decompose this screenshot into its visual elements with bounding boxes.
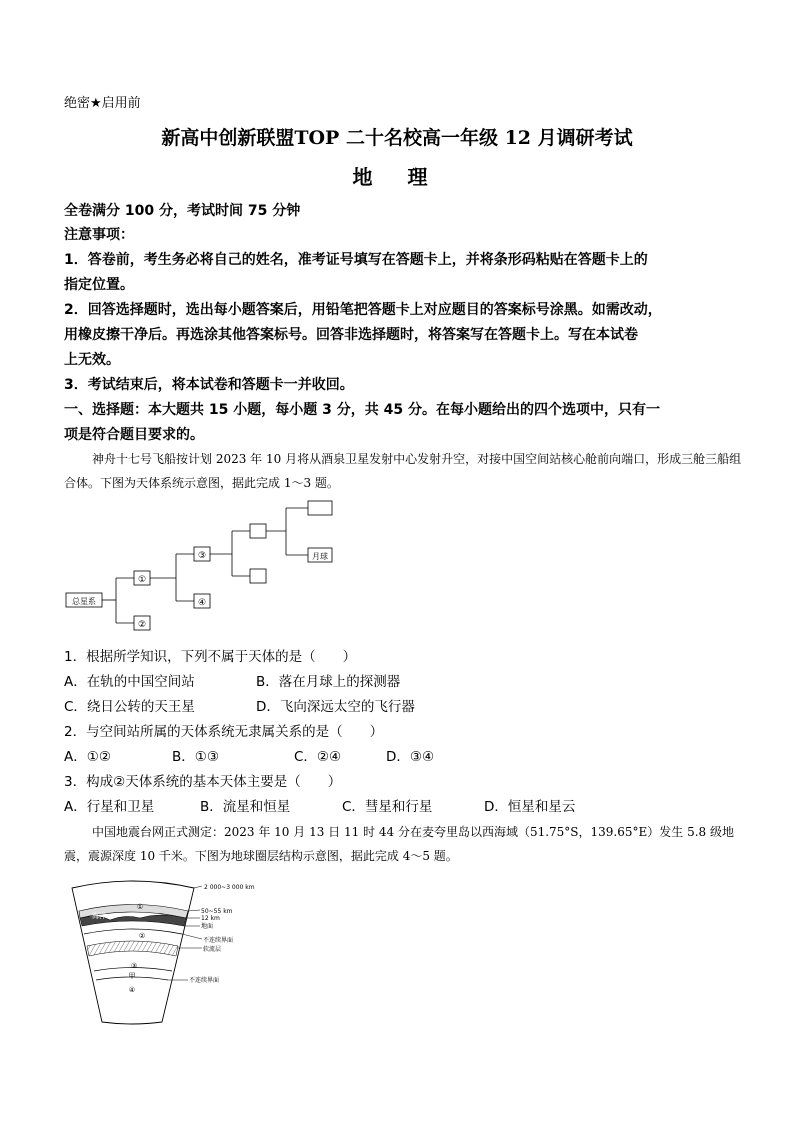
notice-item-1-line-2: 指定位置。 bbox=[64, 277, 134, 293]
exam-title: 新高中创新联盟TOP 二十名校高一年级 12 月调研考试 bbox=[161, 127, 633, 149]
ground-label: 地面 bbox=[201, 923, 214, 930]
q3-option-b: B．流星和恒星 bbox=[200, 799, 291, 815]
sea-label: 海洋 bbox=[92, 912, 106, 920]
layer-3-label: ③ bbox=[130, 962, 138, 970]
section-1-line-1: 一、选择题：本大题共 15 小题，每小题 3 分，共 45 分。在每小题给出的四个选项中，只有一 bbox=[64, 402, 660, 418]
node-1-label: ① bbox=[137, 575, 147, 585]
notice-item-2-line-3: 上无效。 bbox=[64, 352, 120, 368]
notice-title: 注意事项： bbox=[64, 227, 134, 243]
passage-1: 神舟十七号飞船按计划 2023 年 10 月将从酒泉卫星发射中心发射升空，对接中国空间站核心舱前向端口，形成三舱三船组合体。下图为天体系统示意图，据此完成 1～3 题。 bbox=[64, 452, 742, 490]
top-depth-label: 2 000~3 000 km bbox=[204, 884, 255, 891]
node-2-label: ② bbox=[137, 620, 147, 630]
q1-option-b: B．落在月球上的探测器 bbox=[256, 674, 401, 690]
q2-option-d: D．③④ bbox=[386, 749, 435, 765]
discontinuity-1-label: 不连续界面 bbox=[203, 937, 234, 944]
root-label: 总星系 bbox=[72, 597, 96, 606]
celestial-system-diagram bbox=[64, 497, 364, 633]
section-1-line-2: 项是符合题目要求的。 bbox=[64, 427, 204, 443]
confidential-label: 绝密★启用前 bbox=[64, 96, 141, 111]
depth-1-label: 50~55 km bbox=[201, 908, 233, 915]
q3-option-d: D．恒星和星云 bbox=[484, 799, 576, 815]
q1-option-c: C．绕日公转的天王星 bbox=[64, 699, 195, 715]
q1-option-d: D．飞向深远太空的飞行器 bbox=[256, 699, 415, 715]
q2-option-b: B．①③ bbox=[172, 749, 219, 765]
subject-title: 地 理 bbox=[352, 165, 442, 189]
layer-1-label: ① bbox=[136, 903, 144, 911]
notice-item-3: 3．考试结束后，将本试卷和答题卡一并收回。 bbox=[64, 377, 354, 393]
moon-label: 月球 bbox=[312, 552, 328, 561]
node-4-label: ④ bbox=[197, 598, 207, 608]
q2-option-a: A．①② bbox=[64, 749, 111, 765]
depth-2-label: 12 km bbox=[201, 915, 220, 922]
q2-option-c: C．②④ bbox=[294, 749, 342, 765]
layer-4-label: ④ bbox=[128, 986, 136, 994]
discontinuity-2-label: 不连续界面 bbox=[189, 977, 220, 984]
question-2-stem: 2．与空间站所属的天体系统无隶属关系的是（ ） bbox=[64, 724, 384, 740]
notice-item-2-line-2: 用橡皮擦干净后。再选涂其他答案标号。回答非选择题时，将答案写在答题卡上。写在本试卷 bbox=[64, 327, 638, 343]
q3-option-a: A．行星和卫星 bbox=[64, 799, 155, 815]
earth-structure-diagram bbox=[70, 876, 270, 1026]
question-3-stem: 3．构成②天体系统的基本天体主要是（ ） bbox=[64, 774, 342, 790]
jia-label: 甲 bbox=[128, 972, 136, 980]
notice-item-1-line-1: 1．答卷前，考生务必将自己的姓名，准考证号填写在答题卡上，并将条形码粘贴在答题卡上的 bbox=[64, 252, 648, 268]
passage-2: 中国地震台网正式测定：2023 年 10 月 13 日 11 时 44 分在麦夸里岛以西海域（51.75°S，139.65°E）发生 5.8 级地震，震源深度 10 千米。下图为地球圈层结构示意图，据此完成 4～5 题。 bbox=[64, 825, 734, 863]
q3-option-c: C．彗星和行星 bbox=[342, 799, 433, 815]
notice-item-2-line-1: 2．回答选择题时，选出每小题答案后，用铅笔把答题卡上对应题目的答案标号涂黑。如需改动， bbox=[64, 302, 662, 318]
score-time: 全卷满分 100 分，考试时间 75 分钟 bbox=[64, 203, 301, 219]
q1-option-a: A．在轨的中国空间站 bbox=[64, 674, 195, 690]
layer-2-label: ② bbox=[138, 932, 146, 940]
question-1-stem: 1．根据所学知识，下列不属于天体的是（ ） bbox=[64, 649, 357, 665]
node-3-label: ③ bbox=[197, 551, 207, 561]
soft-layer-label: 软流层 bbox=[203, 946, 222, 953]
